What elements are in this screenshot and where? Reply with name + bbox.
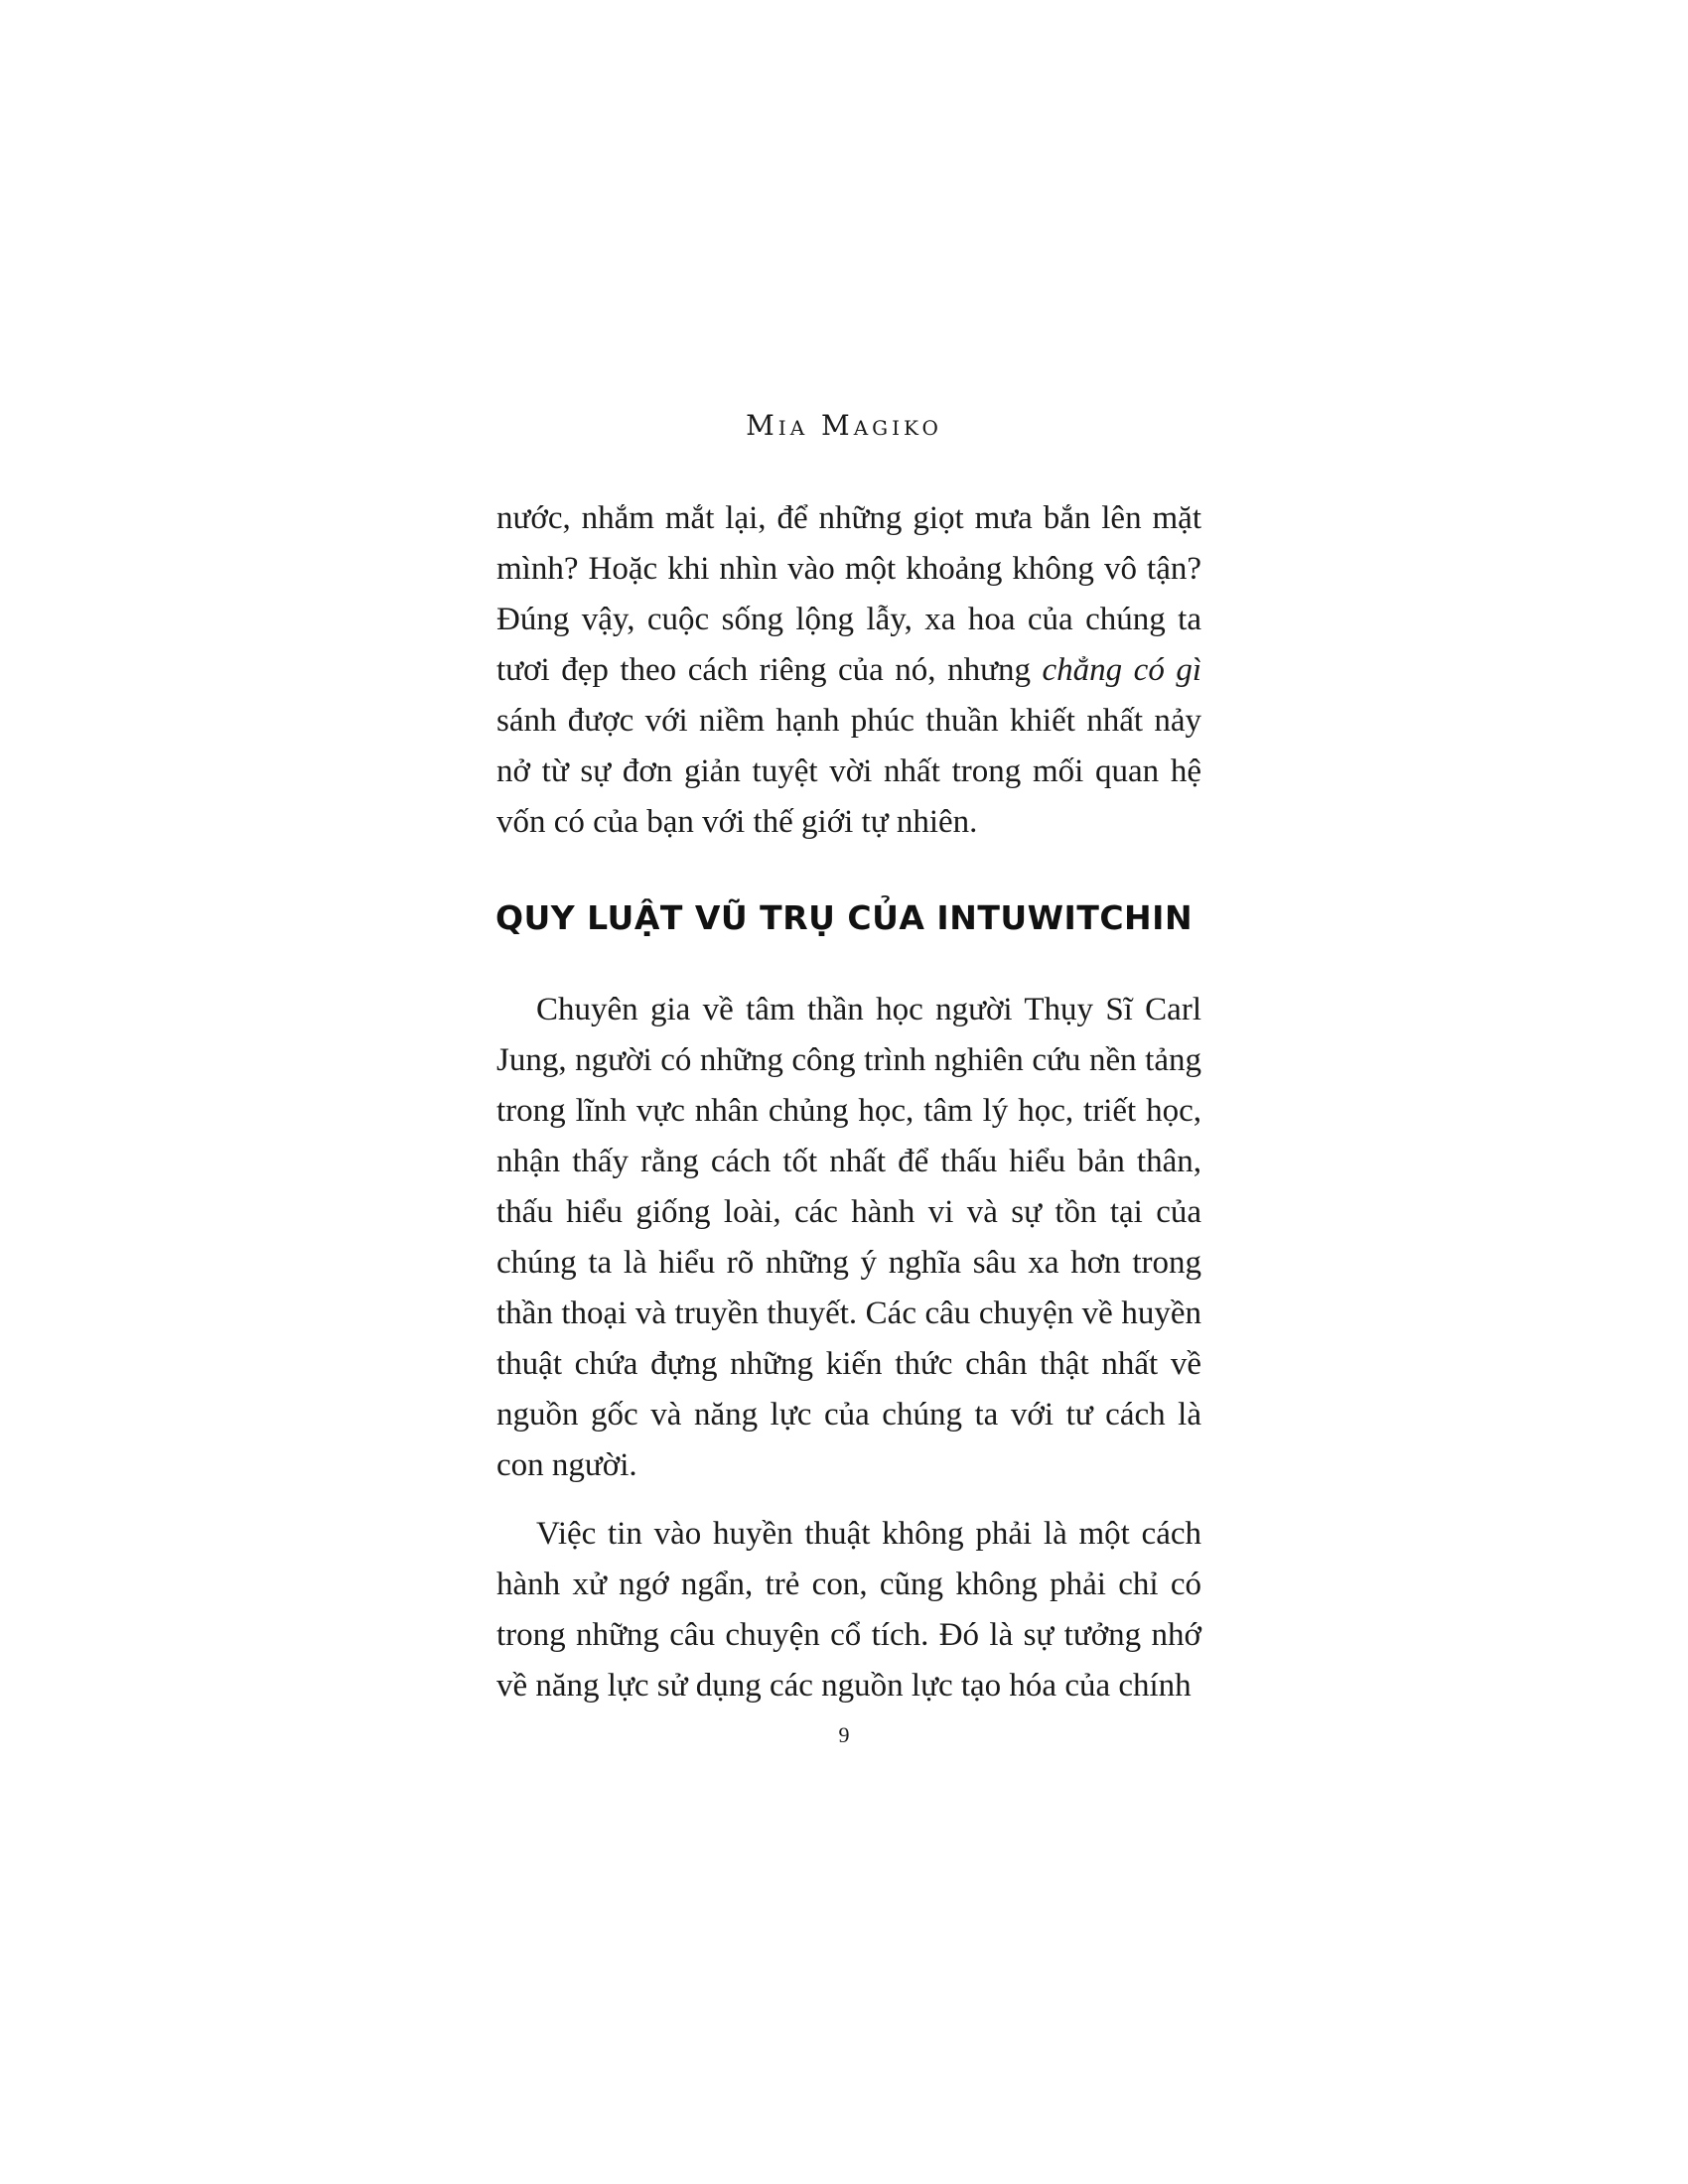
page-number: 9 — [838, 1722, 850, 1747]
section-body — [496, 985, 1201, 1711]
italic-emphasis: chẳng có gì — [1042, 652, 1202, 688]
paragraph-magic-belief: Việc tin vào huyền thuật không phải là một cách hành xử ngớ ngẩn, trẻ con, cũng không phải chỉ có trong những câu chuyện cổ tích. Đó là sự tưởng nhớ về năng lực sử dụng các nguồn lực tạo hóa của chính — [496, 1516, 1201, 1704]
section-heading: QUY LUẬT VŨ TRỤ CỦA INTUWITCHIN — [494, 898, 1194, 937]
paragraph-text-end: sánh được với niềm hạnh phúc thuần khiết nhất nảy nở từ sự đơn giản tuyệt vời nhất trong mối quan hệ vốn có của bạn với thế giới tự nhiên. — [496, 703, 1201, 840]
paragraph-continuation — [496, 493, 1201, 848]
continued-paragraph — [496, 493, 1201, 848]
paragraph-text-start: nước, nhắm mắt lại, để những giọt mưa bắn lên mặt mình? Hoặc khi nhìn vào một khoảng không vô tận? Đúng vậy, cuộc sống lộng lẫy, xa hoa của chúng ta tươi đẹp theo cách riêng của nó, nhưng — [496, 500, 1201, 688]
running-header: Mia Magiko — [746, 409, 942, 442]
paragraph-jung: Chuyên gia về tâm thần học người Thụy Sĩ Carl Jung, người có những công trình nghiên cứu nền tảng trong lĩnh vực nhân chủng học, tâm lý học, triết học, nhận thấy rằng cách tốt nhất để thấu hiểu bản thân, thấu hiểu giống loài, các hành vi và sự tồn tại của chúng ta là hiểu rõ những ý nghĩa sâu xa hơn trong thần thoại và truyền thuyết. Các câu chuyện về huyền thuật chứa đựng những kiến thức chân thật nhất về nguồn gốc và năng lực của chúng ta với tư cách là con người. — [496, 992, 1201, 1483]
